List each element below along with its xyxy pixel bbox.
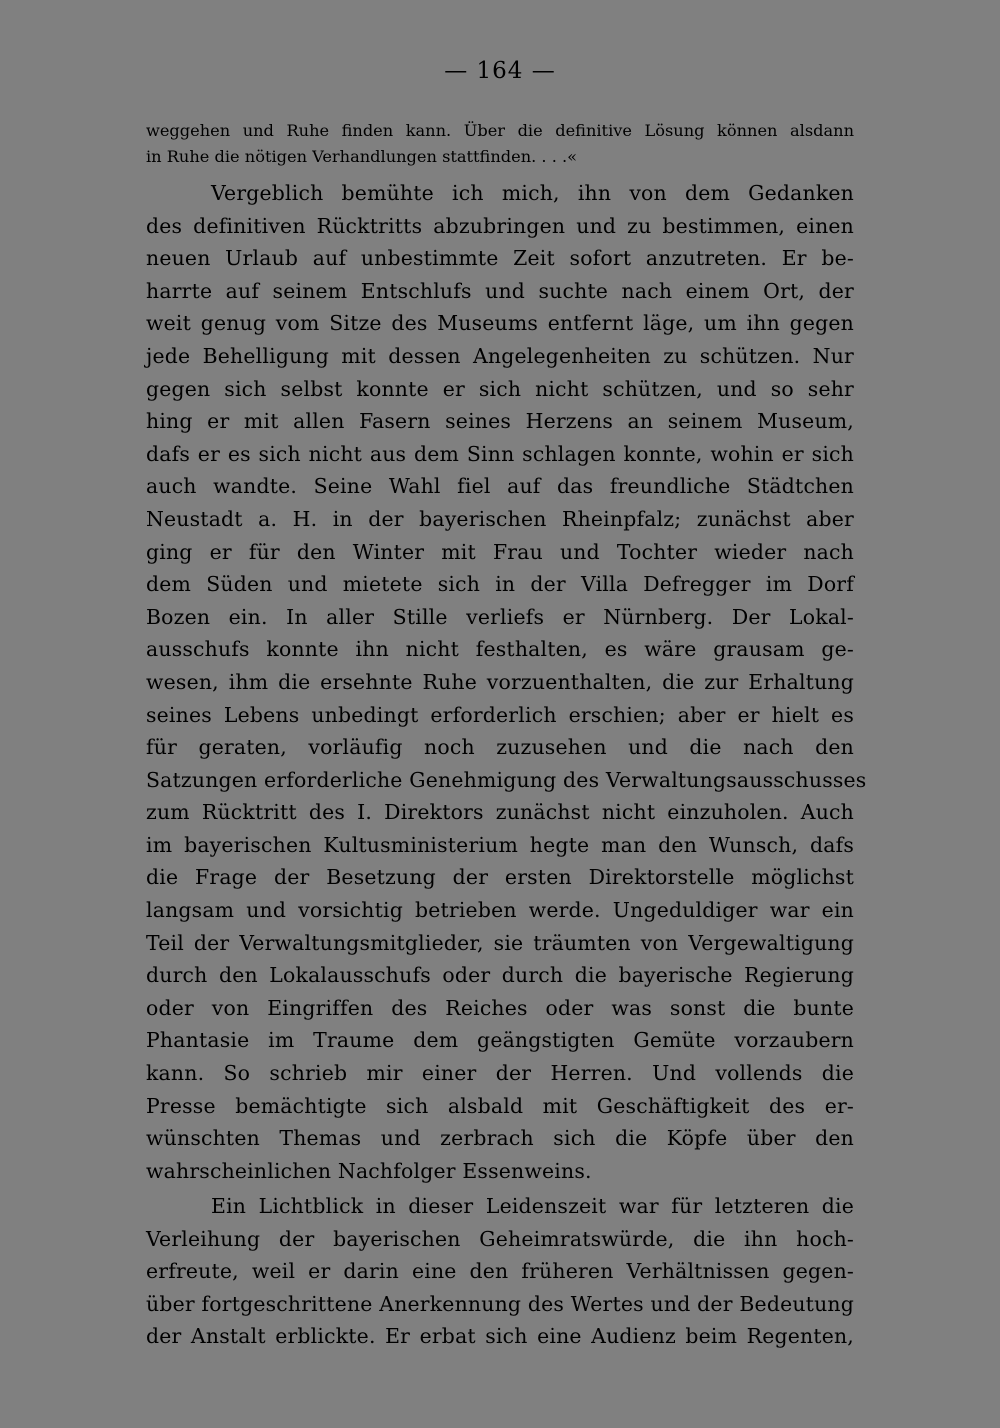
text-line: Phantasie im Traume dem geängstigten Gemüte vorzaubern — [146, 1028, 854, 1053]
text-line: ausschufs konnte ihn nicht festhalten, es wäre grausam ge- — [146, 637, 854, 662]
page-number: — 164 — — [444, 58, 556, 84]
text-line: weit genug vom Sitze des Museums entfernt läge, um ihn gegen — [146, 311, 854, 336]
text-line: kann. So schrieb mir einer der Herren. Und vollends die — [146, 1061, 854, 1086]
text-line: durch den Lokalausschufs oder durch die bayerische Regierung — [146, 963, 854, 988]
text-line: gegen sich selbst konnte er sich nicht schützen, und so sehr — [146, 376, 854, 401]
text-line: über fortgeschrittene Anerkennung des Wertes und der Bedeutung — [146, 1291, 854, 1316]
text-line: Ein Lichtblick in dieser Leidenszeit war für letzteren die — [211, 1194, 854, 1218]
text-line: jede Behelligung mit dessen Angelegenheiten zu schützen. Nur — [146, 343, 854, 368]
text-line: im bayerischen Kultusministerium hegte man den Wunsch, dafs — [146, 832, 854, 857]
text-line: ging er für den Winter mit Frau und Tochter wieder nach — [146, 539, 854, 564]
text-line: wahrscheinlichen Nachfolger Essenweins. — [146, 1158, 592, 1183]
text-line: in Ruhe die nötigen Verhandlungen stattfinden. . . .« — [146, 147, 578, 166]
text-line: Teil der Verwaltungsmitglieder, sie träumten von Vergewaltigung — [146, 930, 854, 955]
text-line: erfreute, weil er darin eine den früheren Verhältnissen gegen- — [146, 1259, 854, 1284]
text-line: dem Süden und mietete sich in der Villa Defregger im Dorf — [146, 572, 854, 597]
text-line: Verleihung der bayerischen Geheimratswürde, die ihn hoch- — [146, 1226, 854, 1251]
text-line: dafs er es sich nicht aus dem Sinn schlagen konnte, wohin er sich — [146, 441, 854, 466]
text-line: wünschten Themas und zerbrach sich die Köpfe über den — [146, 1126, 854, 1151]
text-line: harrte auf seinem Entschlufs und suchte nach einem Ort, der — [146, 278, 854, 303]
text-line: seines Lebens unbedingt erforderlich erschien; aber er hielt es — [146, 702, 854, 727]
text-line: Satzungen erforderliche Genehmigung des Verwaltungsausschusses — [146, 767, 867, 792]
text-line: der Anstalt erblickte. Er erbat sich eine Audienz beim Regenten, — [146, 1324, 854, 1349]
paragraph-2 — [146, 1190, 854, 1353]
paragraph-1 — [146, 177, 867, 1187]
text-line: wesen, ihm die ersehnte Ruhe vorzuenthalten, die zur Erhaltung — [146, 669, 854, 694]
text-line: Neustadt a. H. in der bayerischen Rheinpfalz; zunächst aber — [146, 506, 854, 531]
quote-tail — [146, 118, 854, 170]
text-line: auch wandte. Seine Wahl fiel auf das freundliche Städtchen — [146, 474, 854, 499]
text-line: zum Rücktritt des I. Direktors zunächst nicht einzuholen. Auch — [146, 800, 854, 825]
text-line: die Frage der Besetzung der ersten Direktorstelle möglichst — [146, 865, 854, 890]
text-line: des definitiven Rücktritts abzubringen und zu bestimmen, einen — [146, 213, 854, 238]
text-line: neuen Urlaub auf unbestimmte Zeit sofort anzutreten. Er be- — [146, 246, 854, 271]
text-line: hing er mit allen Fasern seines Herzens an seinem Museum, — [146, 409, 854, 434]
text-line: oder von Eingriffen des Reiches oder was sonst die bunte — [146, 995, 854, 1020]
text-line: weggehen und Ruhe finden kann. Über die definitive Lösung können alsdann — [146, 121, 854, 140]
text-line: Vergeblich bemühte ich mich, ihn von dem Gedanken — [211, 181, 854, 205]
text-line: Presse bemächtigte sich alsbald mit Geschäftigkeit des er- — [146, 1093, 854, 1118]
text-line: langsam und vorsichtig betrieben werde. Ungeduldiger war ein — [146, 898, 854, 923]
text-line: Bozen ein. In aller Stille verliefs er Nürnberg. Der Lokal- — [146, 604, 854, 629]
text-line: für geraten, vorläufig noch zuzusehen und die nach den — [146, 735, 854, 760]
